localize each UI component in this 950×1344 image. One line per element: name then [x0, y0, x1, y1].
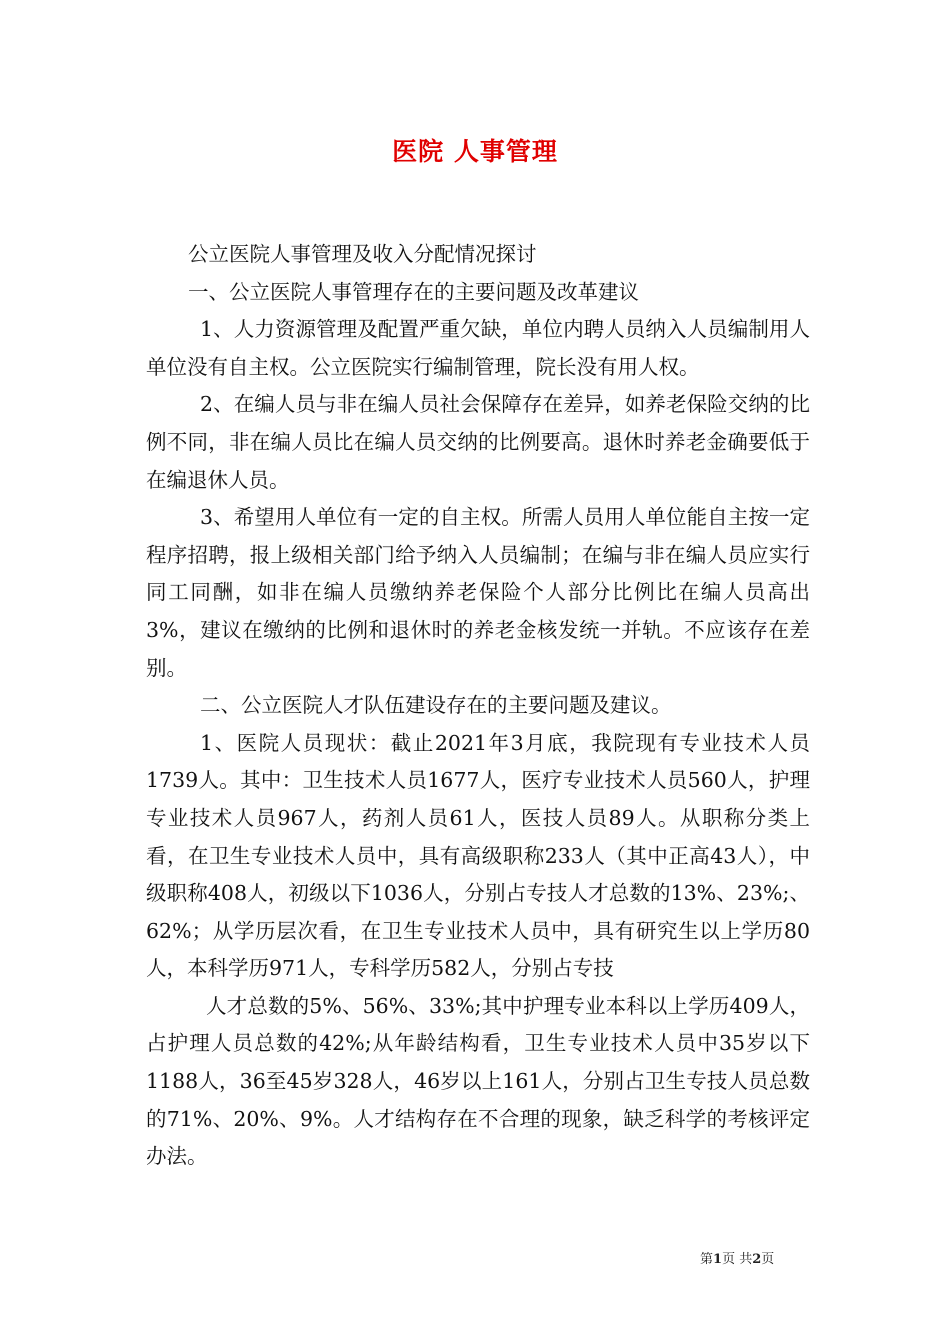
paragraph-item-3: 3、希望用人单位有一定的自主权。所需人员用人单位能自主按一定程序招聘，报上级相关部门给予纳入人员编制；在编与非在编人员应实行同工同酬，如非在编人员缴纳养老保险个人部分比例比在编人员高出3%，建议在缴纳的比例和退休时的养老金核发统一并轨。不应该存在差别。: [146, 505, 810, 680]
footer-prefix: 第: [700, 1252, 714, 1267]
document-body: [146, 236, 810, 1176]
paragraph-staff-status-continued: 人才总数的5%、56%、33%;其中护理专业本科以上学历409人，占护理人员总数的42%;从年龄结构看，卫生专业技术人员中35岁以下1188人，36至45岁328人，46岁以上161人，分别占卫生专技人员总数的71%、20%、9%。人才结构存在不合理的现象，缺乏科学的考核评定办法。: [146, 993, 810, 1169]
footer-current-page: 1: [713, 1252, 723, 1267]
document-title: 医院 人事管理: [392, 137, 558, 166]
paragraph-staff-status: 1、医院人员现状：截止2021年3月底，我院现有专业技术人员1739人。其中：卫生技术人员1677人，医疗专业技术人员560人，护理专业技术人员967人，药剂人员61人，医技人员89人。从职称分类上看，在卫生专业技术人员中，具有高级职称233人（其中正高43人），中级职称408人，初级以下1036人，分别占专技人才总数的13%、23%;、62%；从学历层次看，在卫生专业技术人员中，具有研究生以上学历80人，本科学历971人，专科学历582人，分别占专技: [146, 730, 810, 981]
paragraph-item-2: 2、在编人员与非在编人员社会保障存在差异，如养老保险交纳的比例不同，非在编人员比在编人员交纳的比例要高。退休时养老金确要低于在编退休人员。: [146, 392, 810, 492]
paragraph-section-heading-2: 二、公立医院人才队伍建设存在的主要问题及建议。: [200, 693, 672, 718]
paragraph-item-1: 1、人力资源管理及配置严重欠缺，单位内聘人员纳入人员编制用人单位没有自主权。公立医院实行编制管理，院长没有用人权。: [146, 317, 810, 379]
paragraph-section-heading-1: 一、公立医院人事管理存在的主要问题及改革建议: [188, 279, 639, 304]
footer-total-pages: 2: [752, 1252, 762, 1267]
footer-middle: 页 共: [722, 1252, 753, 1267]
page-footer: [700, 1248, 840, 1267]
footer-suffix: 页: [761, 1252, 775, 1267]
paragraph-subtitle: 公立医院人事管理及收入分配情况探讨: [188, 242, 537, 266]
